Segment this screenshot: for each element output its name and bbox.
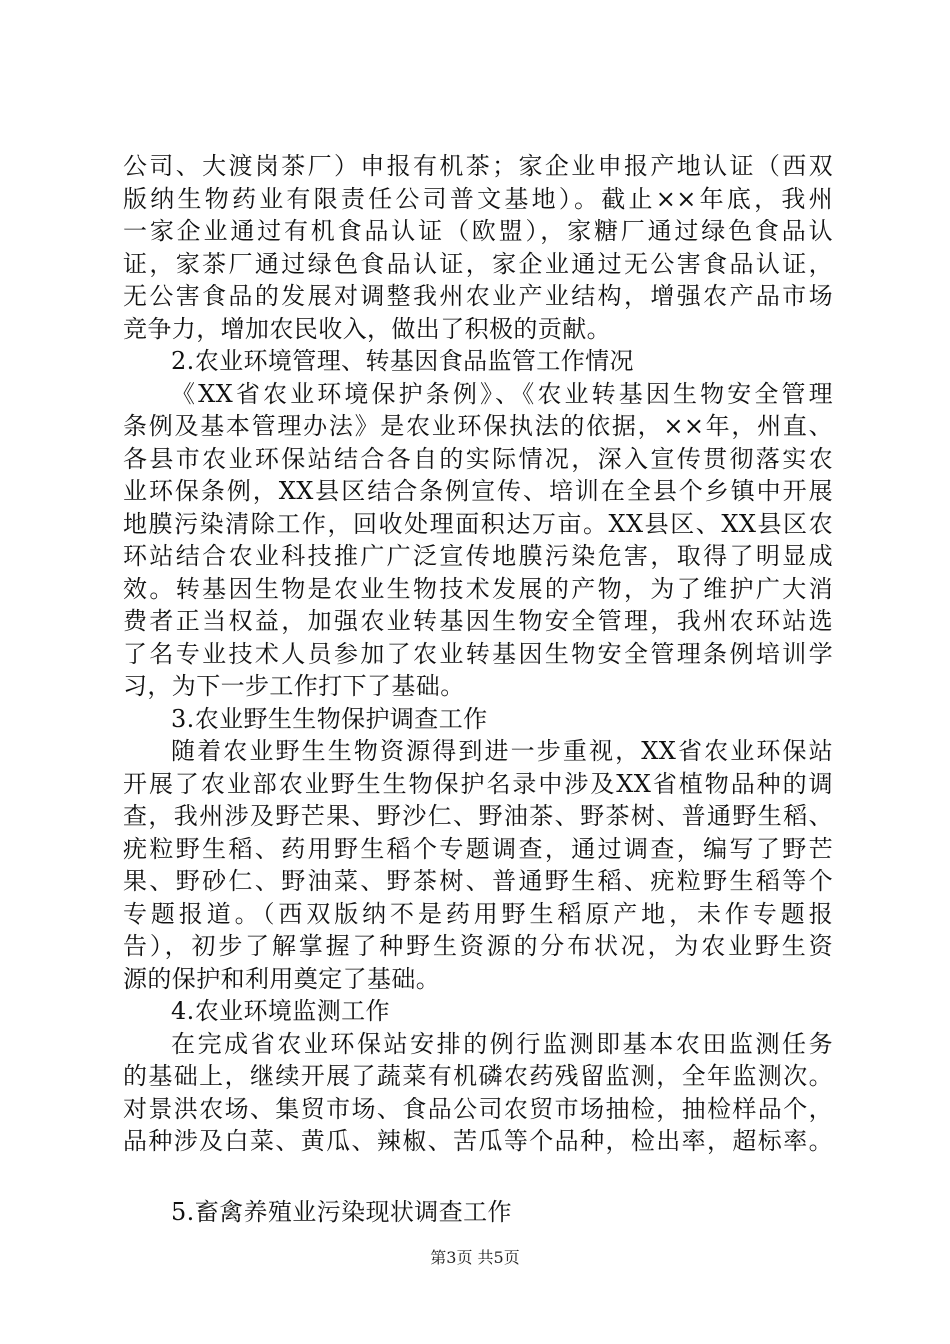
- section-heading: 2.农业环境管理、转基因食品监管工作情况: [171, 347, 634, 375]
- page-footer: 第3页 共5页: [430, 1248, 520, 1267]
- text-line: 品种涉及白菜、黄瓜、辣椒、苦瓜等个品种，检出率，超标率。: [123, 1127, 833, 1155]
- section-heading: 4.农业环境监测工作: [171, 997, 390, 1025]
- text-line: 告），初步了解掌握了种野生资源的分布状况，为农业野生资: [123, 932, 833, 960]
- section-heading: 5.畜禽养殖业污染现状调查工作: [171, 1197, 512, 1226]
- text-line: 地膜污染清除工作，回收处理面积达万亩。XX县区、XX县区农: [123, 509, 833, 538]
- document-body: [123, 150, 833, 1228]
- text-line: 各县市农业环保站结合各自的实际情况，深入宣传贯彻落实农: [123, 444, 833, 473]
- text-line: 条例及基本管理办法》是农业环保执法的依据，××年，州直、: [123, 412, 833, 440]
- text-line: 业环保条例，XX县区结合条例宣传、培训在全县个乡镇中开展: [123, 477, 833, 505]
- text-line: 疣粒野生稻、药用野生稻个专题调查，通过调查，编写了野芒: [123, 834, 833, 863]
- text-line: 查，我州涉及野芒果、野沙仁、野油茶、野茶树、普通野生稻、: [123, 802, 833, 830]
- text-line: 的基础上，继续开展了蔬菜有机磷农药残留监测，全年监测次。: [123, 1062, 833, 1090]
- text-line: 开展了农业部农业野生生物保护名录中涉及XX省植物品种的调: [123, 769, 833, 798]
- paragraph-gap: [123, 1158, 833, 1196]
- text-line: 证，家茶厂通过绿色食品认证，家企业通过无公害食品认证，: [123, 249, 833, 278]
- text-line: 习，为下一步工作打下了基础。: [123, 672, 465, 700]
- text-line: 专题报道。（西双版纳不是药用野生稻原产地，未作专题报: [123, 899, 833, 928]
- text-line: 环站结合农业科技推广广泛宣传地膜污染危害，取得了明显成: [123, 542, 833, 570]
- text-line: 果、野砂仁、野油菜、野茶树、普通野生稻、疣粒野生稻等个: [123, 867, 833, 895]
- text-line: 对景洪农场、集贸市场、食品公司农贸市场抽检，抽检样品个，: [123, 1094, 833, 1123]
- text-line: 无公害食品的发展对调整我州农业产业结构，增强农产品市场: [123, 282, 833, 310]
- text-line: 一家企业通过有机食品认证（欧盟），家糖厂通过绿色食品认: [123, 217, 833, 245]
- text-line: 费者正当权益，加强农业转基因生物安全管理，我州农环站选: [123, 607, 833, 635]
- text-line: 竞争力，增加农民收入，做出了积极的贡献。: [123, 314, 611, 343]
- text-line: 随着农业野生生物资源得到进一步重视，XX省农业环保站: [171, 737, 833, 765]
- text-line: 《XX省农业环境保护条例》、《农业转基因生物安全管理: [171, 379, 833, 408]
- text-line: 公司、大渡岗茶厂）申报有机茶；家企业申报产地认证（西双: [123, 152, 833, 180]
- text-line: 在完成省农业环保站安排的例行监测即基本农田监测任务: [171, 1029, 833, 1058]
- text-line: 了名专业技术人员参加了农业转基因生物安全管理条例培训学: [123, 639, 833, 668]
- text-line: 源的保护和利用奠定了基础。: [123, 964, 441, 993]
- text-line: 效。转基因生物是农业生物技术发展的产物，为了维护广大消: [123, 574, 833, 603]
- text-line: 版纳生物药业有限责任公司普文基地）。截止××年底，我州: [123, 184, 833, 213]
- section-heading: 3.农业野生生物保护调查工作: [171, 704, 488, 733]
